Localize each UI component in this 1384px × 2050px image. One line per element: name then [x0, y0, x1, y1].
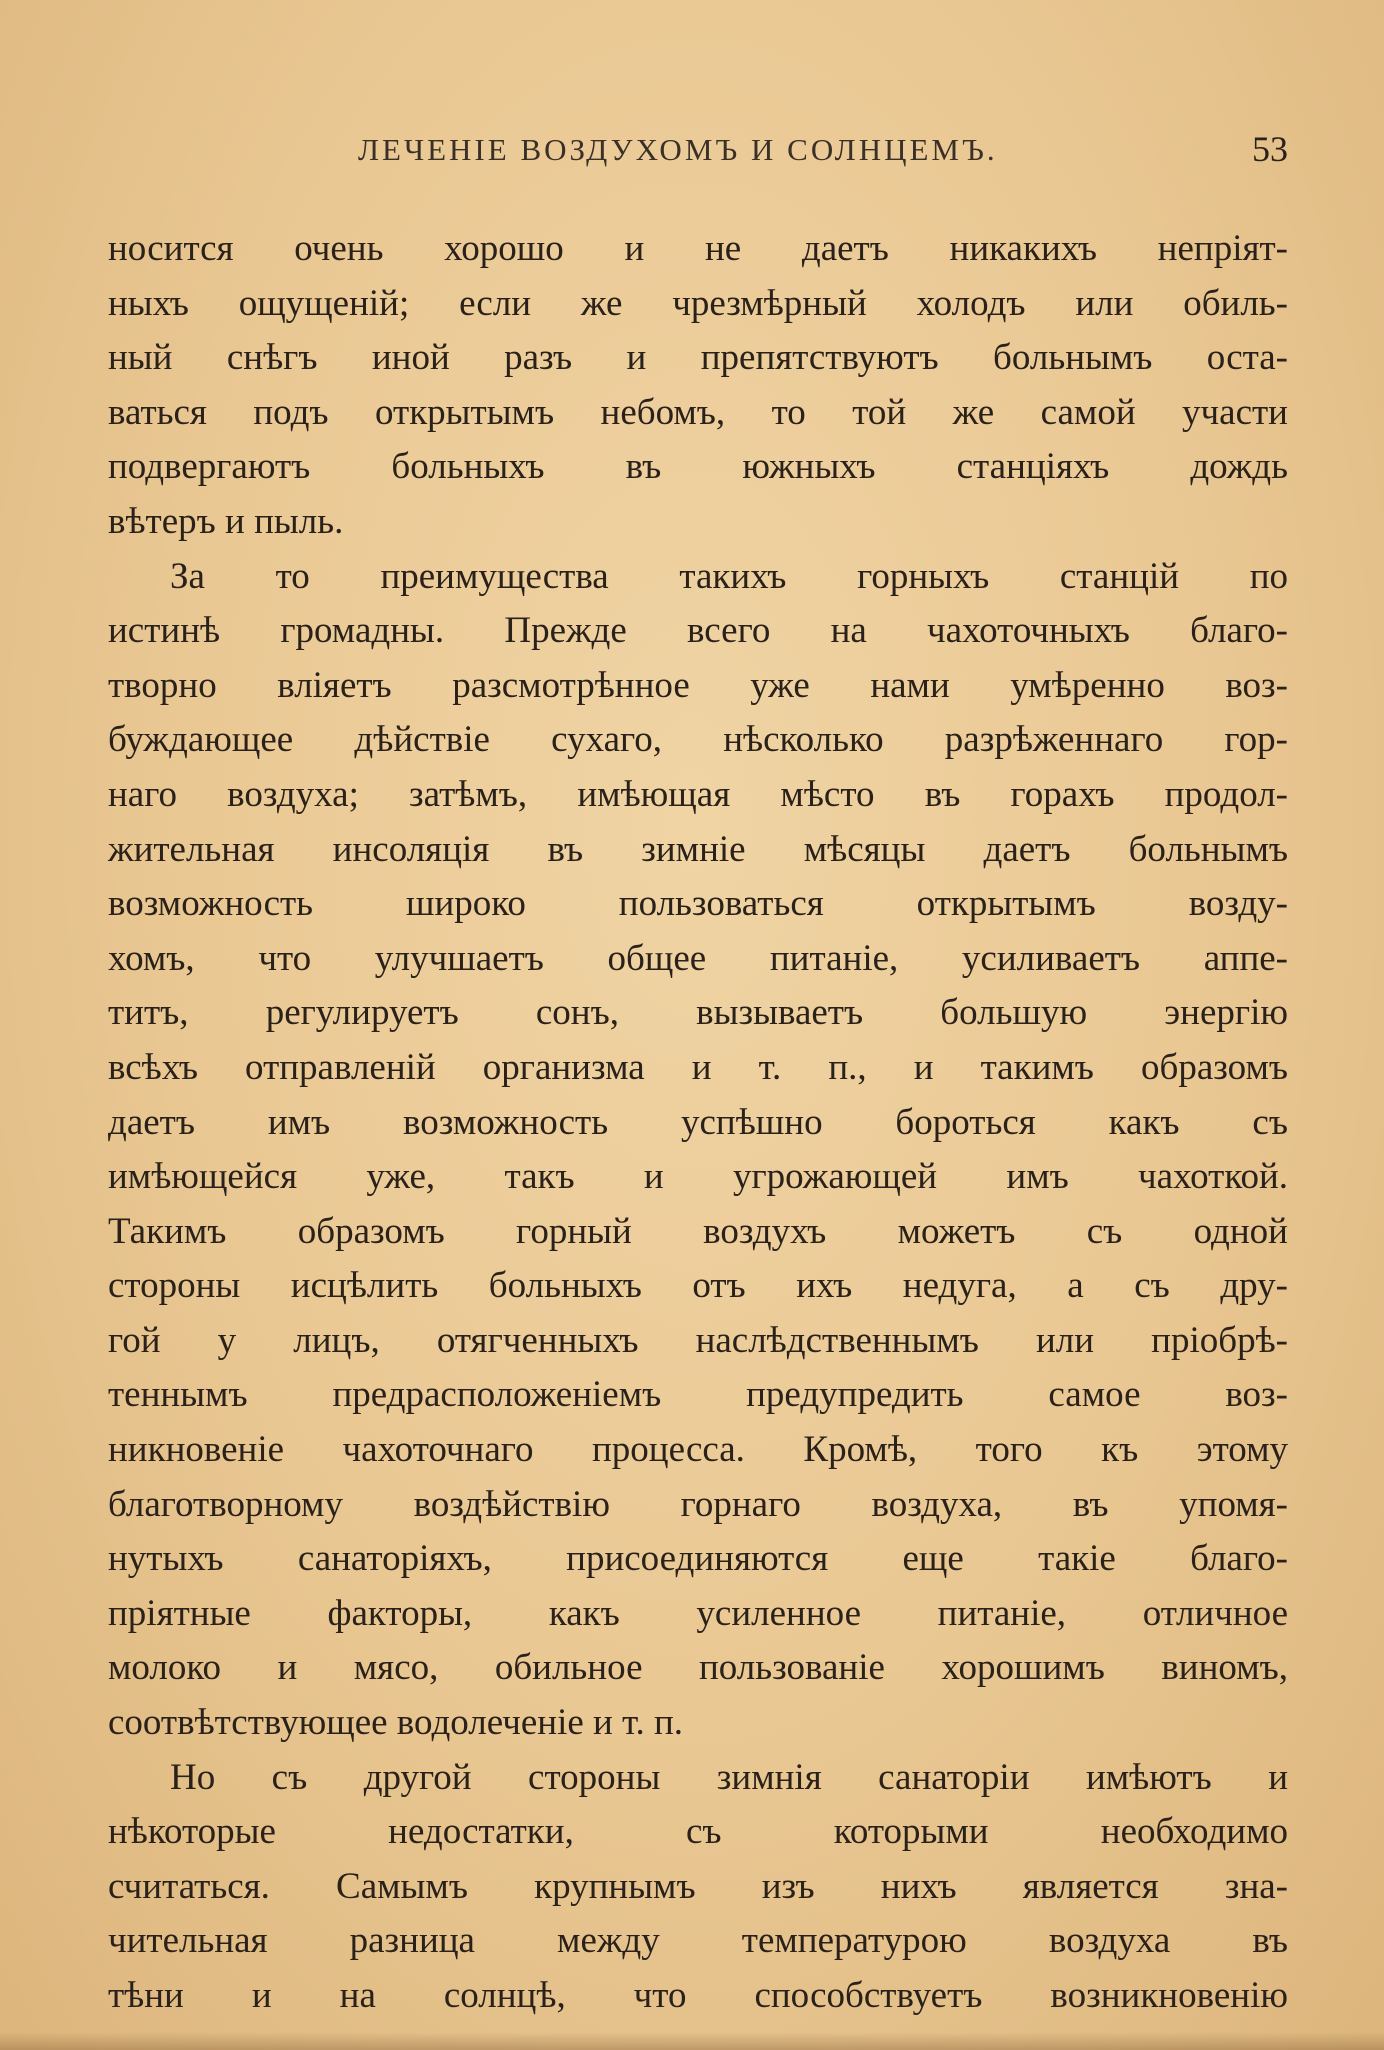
text-line: никновеніе чахоточнаго процесса. Кромѣ, того къ этому [108, 1429, 1288, 1471]
body-text [108, 222, 1288, 2024]
running-title: ЛЕЧЕНІЕ ВОЗДУХОМЪ И СОЛНЦЕМЪ. [358, 132, 998, 167]
text-line: молоко и мясо, обильное пользованіе хорошимъ виномъ, [108, 1647, 1288, 1689]
text-line: гой у лицъ, отягченныхъ наслѣдственнымъ или пріобрѣ- [108, 1319, 1288, 1361]
text-line: теннымъ предрасположеніемъ предупредить самое воз- [108, 1374, 1288, 1416]
paragraph-start-line: За то преимущества такихъ горныхъ станцій по [170, 555, 1288, 597]
text-line: истинѣ громадны. Прежде всего на чахоточныхъ благо- [108, 610, 1288, 652]
page-bottom-edge [0, 2032, 1384, 2050]
text-line: ныхъ ощущеній; если же чрезмѣрный холодъ или обиль- [108, 282, 1288, 324]
text-line: даетъ имъ возможность успѣшно бороться какъ съ [108, 1101, 1288, 1143]
text-line: Такимъ образомъ горный воздухъ можетъ съ одной [108, 1210, 1288, 1252]
text-line: соотвѣтствующее водолеченіе и т. п. [108, 1702, 684, 1744]
text-line: ный снѣгъ иной разъ и препятствуютъ больнымъ оста- [108, 337, 1288, 379]
text-line: чительная разница между температурою воздуха въ [108, 1920, 1288, 1962]
text-line: возможность широко пользоваться открытымъ возду- [108, 883, 1288, 925]
text-line: вѣтеръ и пыль. [108, 500, 344, 542]
text-line: стороны исцѣлить больныхъ отъ ихъ недуга, а съ дру- [108, 1265, 1288, 1307]
text-line: считаться. Самымъ крупнымъ изъ нихъ является зна- [108, 1865, 1288, 1907]
running-head [108, 129, 1288, 178]
text-line: пріятные факторы, какъ усиленное питаніе, отличное [108, 1592, 1288, 1634]
text-line: имѣющейся уже, такъ и угрожающей имъ чахоткой. [108, 1156, 1288, 1198]
text-line: творно вліяетъ разсмотрѣнное уже нами умѣренно воз- [108, 664, 1288, 706]
page-number: 53 [1252, 129, 1288, 169]
text-line: подвергаютъ больныхъ въ южныхъ станціяхъ дождь [108, 446, 1288, 488]
text-line: наго воздуха; затѣмъ, имѣющая мѣсто въ горахъ продол- [108, 773, 1288, 815]
text-line: благотворному воздѣйствію горнаго воздуха, въ упомя- [108, 1483, 1288, 1525]
paragraph-start-line: Но съ другой стороны зимнія санаторіи имѣютъ и [170, 1756, 1288, 1798]
text-line: титъ, регулируетъ сонъ, вызываетъ большую энергію [108, 992, 1288, 1034]
text-line: ваться подъ открытымъ небомъ, то той же самой участи [108, 391, 1288, 433]
text-line: всѣхъ отправленій организма и т. п., и такимъ образомъ [108, 1046, 1288, 1088]
text-line: носится очень хорошо и не даетъ никакихъ непріят- [108, 228, 1288, 269]
text-line: нутыхъ санаторіяхъ, присоединяются еще такіе благо- [108, 1538, 1288, 1580]
text-line: нѣкоторые недостатки, съ которыми необходимо [108, 1811, 1288, 1853]
text-line: буждающее дѣйствіе сухаго, нѣсколько разрѣженнаго гор- [108, 719, 1288, 761]
text-line: тѣни и на солнцѣ, что способствуетъ возникновенію [108, 1975, 1288, 2016]
text-line: хомъ, что улучшаетъ общее питаніе, усиливаетъ аппе- [108, 937, 1288, 979]
text-line: жительная инсоляція въ зимніе мѣсяцы даетъ больнымъ [108, 828, 1288, 870]
